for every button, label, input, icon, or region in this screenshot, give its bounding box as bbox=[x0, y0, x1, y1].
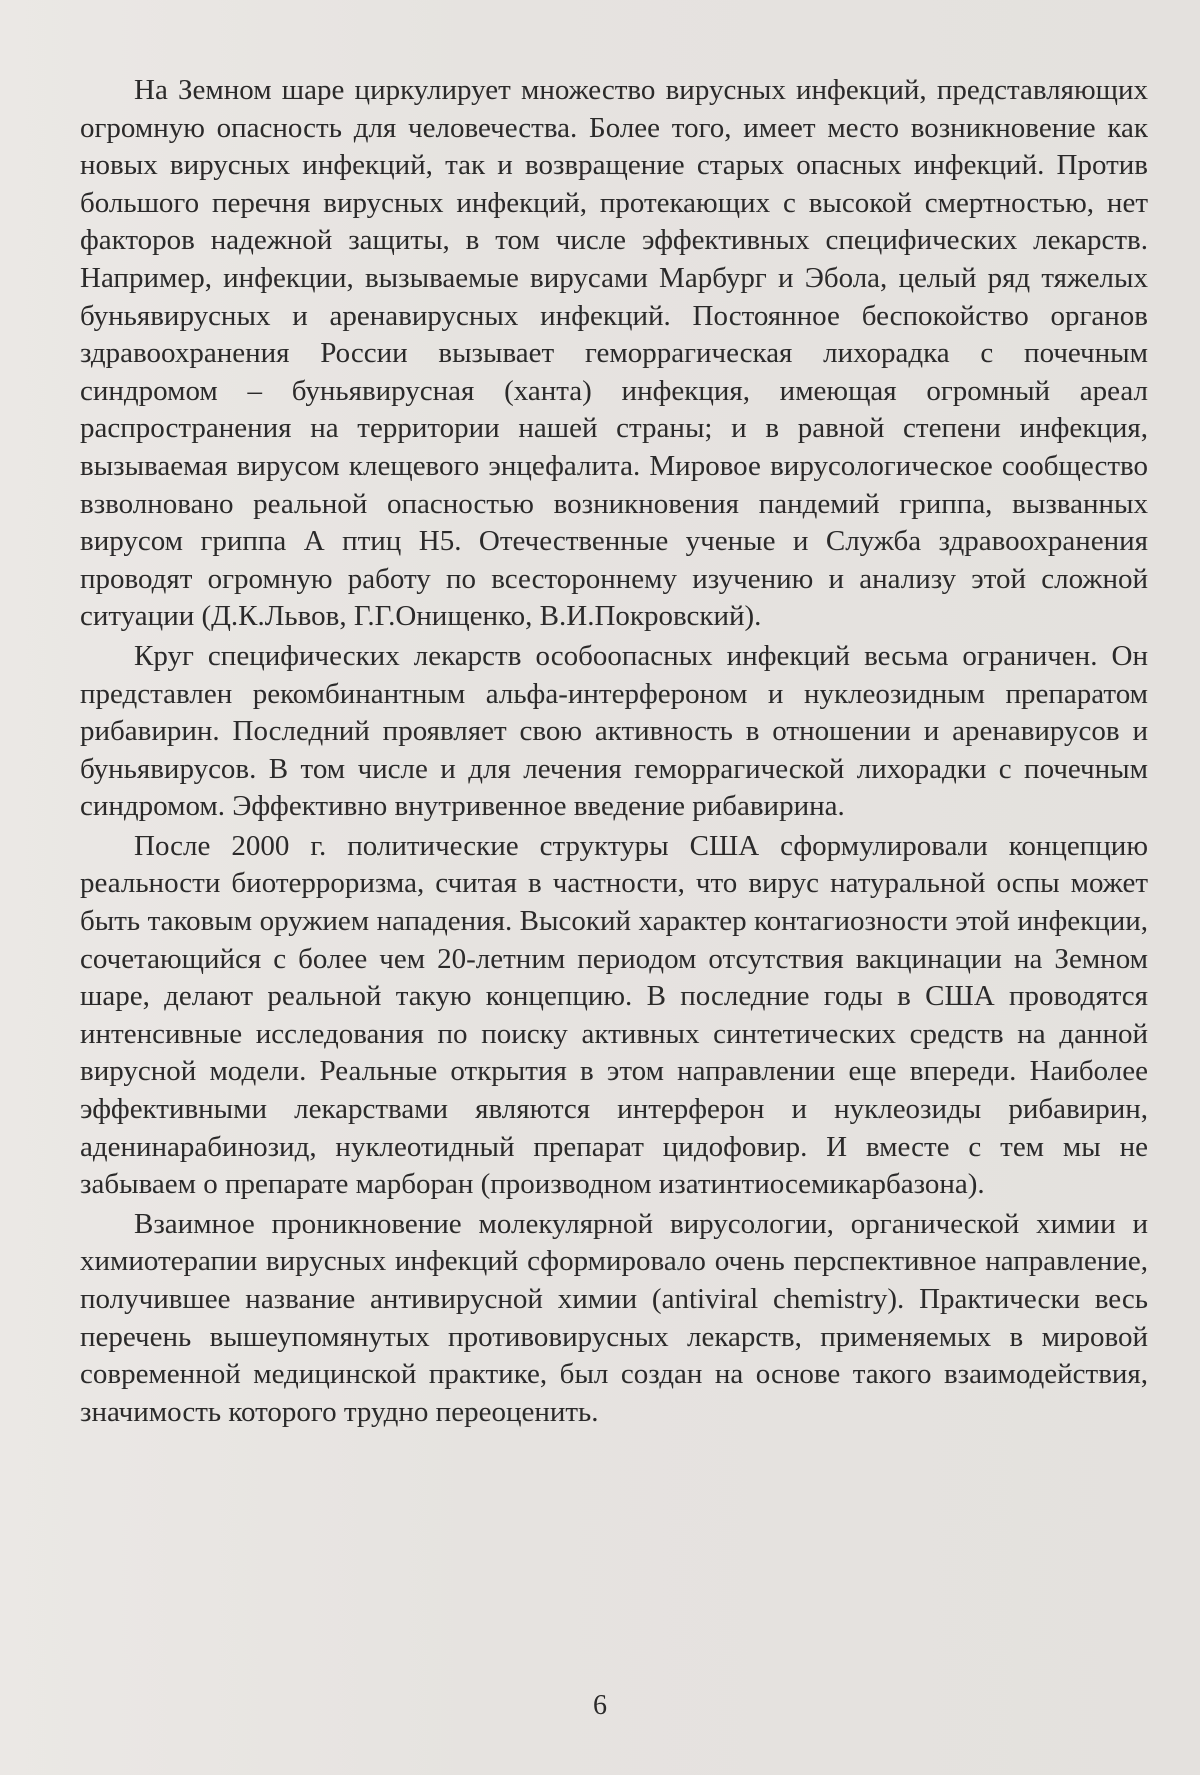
body-text bbox=[80, 72, 1148, 1431]
page-number: 6 bbox=[593, 1690, 607, 1721]
paragraph-4: Взаимное проникновение молекулярной вирусологии, органической химии и химиотерапии вирусных инфекций сформировало очень перспективное направление, получившее название антивирусной химии (antiviral chemistry). Практически весь перечень вышеупомянутых противовирусных лекарств, применяемых в мировой современной медицинской практике, был создан на основе такого взаимодействия, значимость которого трудно переоценить. bbox=[80, 1207, 1148, 1428]
paragraph-3: После 2000 г. политические структуры США сформулировали концепцию реальности биотерроризма, считая в частности, что вирус натуральной оспы может быть таковым оружием нападения. Высокий характер контагиозности этой инфекции, сочетающийся с более чем 20-летним периодом отсутствия вакцинации на Земном шаре, делают реальной такую концепцию. В последние годы в США проводятся интенсивные исследования по поиску активных синтетических средств на данной вирусной модели. Реальные открытия в этом направлении еще впереди. Наиболее эффективными лекарствами являются интерферон и нуклеозиды рибавирин, аденинарабинозид, нуклеотидный препарат цидофовир. И вместе с тем мы не забываем о препарате марборан (производном изатинтиосемикарбазона). bbox=[80, 829, 1148, 1201]
paragraph-1: На Земном шаре циркулирует множество вирусных инфекций, представляющих огромную опасность для человечества. Более того, имеет место возникновение как новых вирусных инфекций, так и возвращение старых опасных инфекций. Против большого перечня вирусных инфекций, протекающих с высокой смертностью, нет факторов надежной защиты, в том числе эффективных специфических лекарств. Например, инфекции, вызываемые вирусами Марбург и Эбола, целый ряд тяжелых буньявирусных и аренавирусных инфекций. Постоянное беспокойство органов здравоохранения России вызывает геморрагическая лихорадка с почечным синдромом – буньявирусная (ханта) инфекция, имеющая огромный ареал распространения на территории нашей страны; и в равной степени инфекция, вызываемая вирусом клещевого энцефалита. Мировое вирусологическое сообщество взволновано реальной опасностью возникновения пандемий гриппа, вызванных вирусом гриппа А птиц Н5. Отечественные ученые и Служба здравоохранения проводят огромную работу по всестороннему изучению и анализу этой сложной ситуации (Д.К.Львов, Г.Г.Онищенко, В.И.Покровский). bbox=[80, 74, 1148, 633]
paragraph-2: Круг специфических лекарств особоопасных инфекций весьма ограничен. Он представлен рекомбинантным альфа-интерфероном и нуклеозидным препаратом рибавирин. Последний проявляет свою активность в отношении и аренавирусов и буньявирусов. В том числе и для лечения геморрагической лихорадки с почечным синдромом. Эффективно внутривенное введение рибавирина. bbox=[80, 639, 1148, 823]
